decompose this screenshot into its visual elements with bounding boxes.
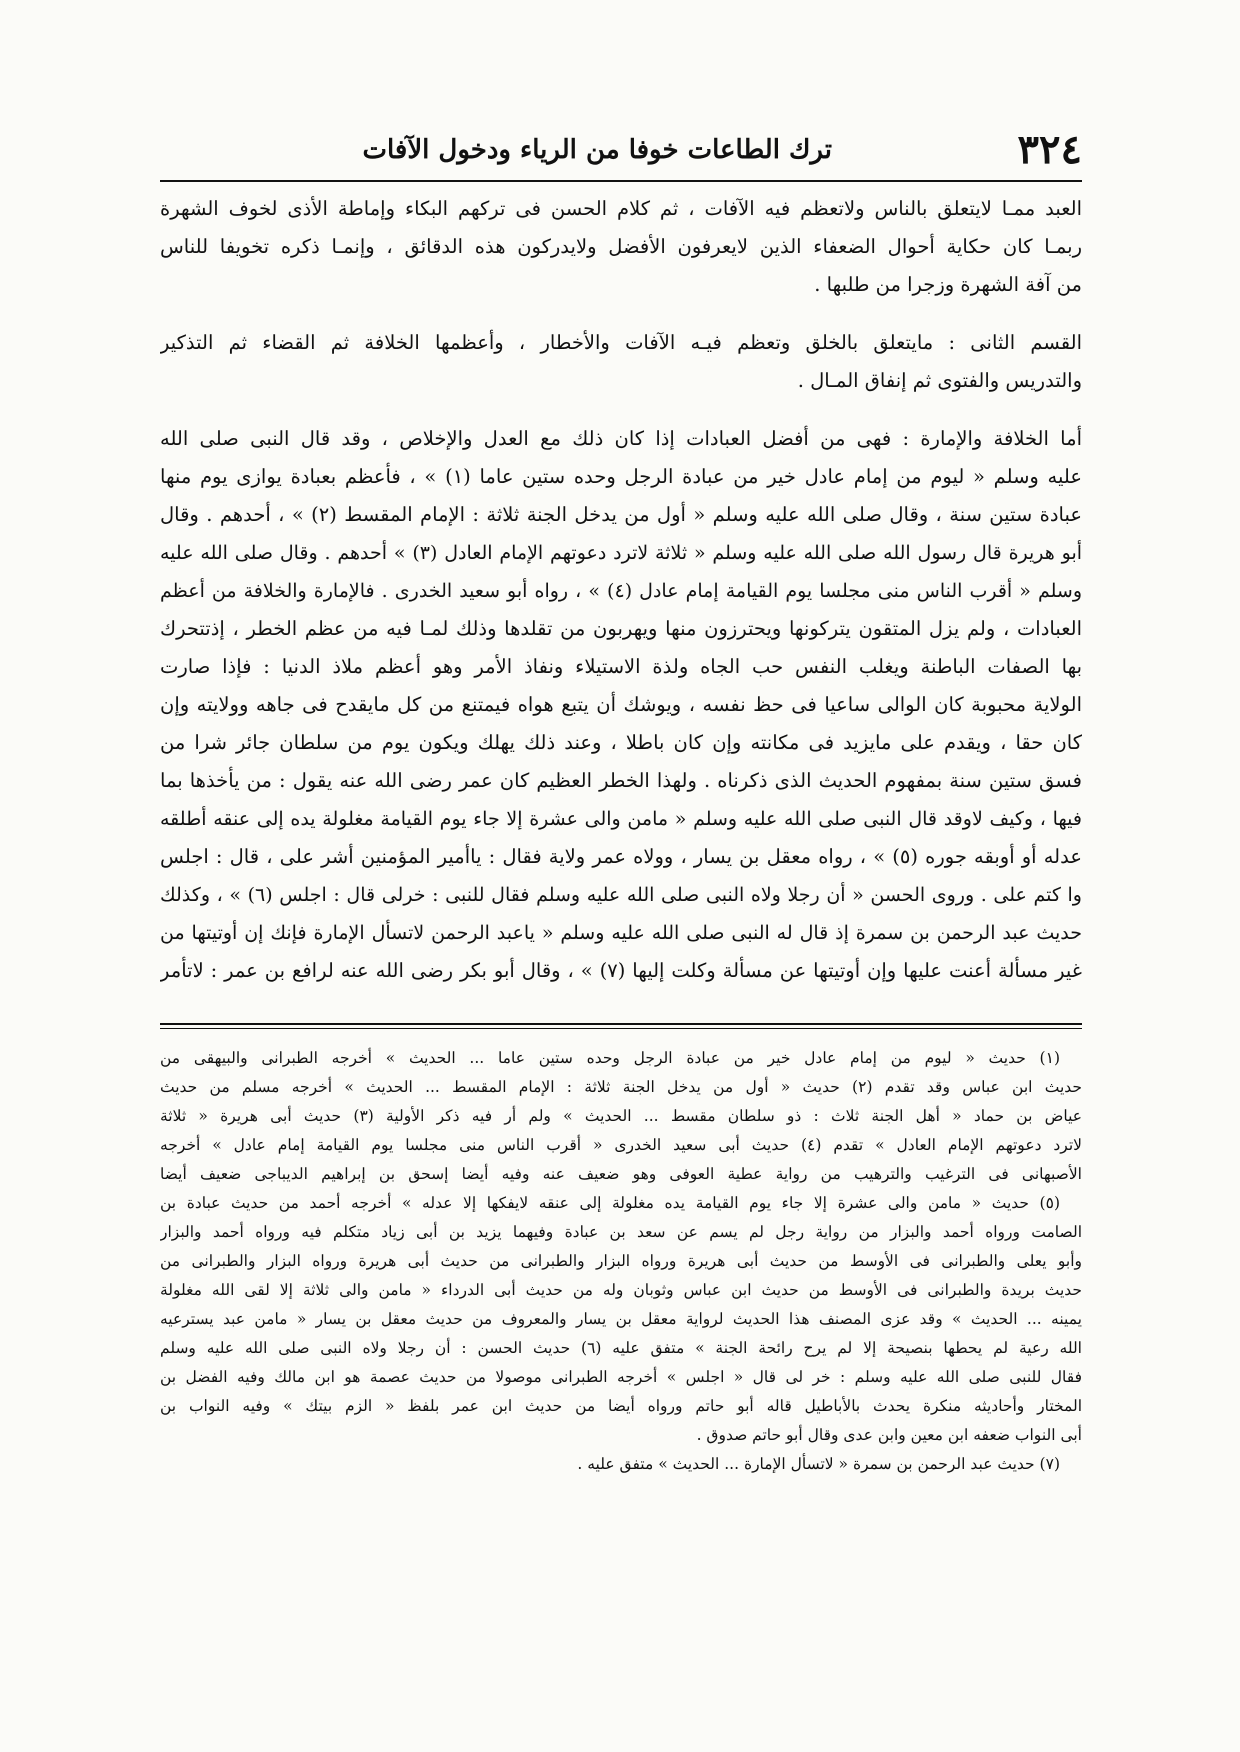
- footnote-line: يمينه ... الحديث » وقد عزى المصنف هذا الحديث لرواية معقل بن يسار والمعروف من حديث معقل بن يسار « مامن عبد يسترعيه: [160, 1310, 1082, 1328]
- footnote-line: (٧) حديث عبد الرحمن بن سمرة « لاتسأل الإمارة ... الحديث » متفق عليه .: [577, 1455, 1060, 1473]
- footnote-line: حديث بريدة والطبرانى فى الأوسط من حديث ابن عباس وثوبان وله من حديث أبى الدرداء « مامن والى ثلاثة إلا لقى الله مغلولة: [160, 1281, 1082, 1299]
- footnote-divider: [160, 1023, 1082, 1025]
- body-line: عبادة ستين سنة ، وقال صلى الله عليه وسلم « أول من يدخل الجنة ثلاثة : الإمام المقسط (٢) » ، أحدهم . وقال: [160, 503, 1082, 526]
- body-line: فيها ، وكيف لاوقد قال النبى صلى الله عليه وسلم « مامن والى عشرة إلا جاء يوم القيامة مغلولة يده إلى عنقه أطلقه: [160, 808, 1082, 830]
- footnote-line: عياض بن حماد « أهل الجنة ثلاث : ذو سلطان مقسط ... الحديث » ولم أر فيه ذكر الأولية (٣) حديث أبى هريرة « ثلاثة: [160, 1107, 1082, 1125]
- footnote-line: المختار وأحاديثه منكرة يحدث بالأباطيل قاله أبو حاتم ورواه أيضا من حديث ابن عمر بلفظ « الزم بيتك » وفيه النواب بن: [160, 1397, 1082, 1415]
- body-line: عدله أو أوبقه جوره (٥) » ، رواه معقل بن يسار ، وولاه عمر ولاية فقال : ياأمير المؤمنين أشر على ، قال : اجلس: [160, 845, 1082, 868]
- main-text: [160, 190, 1082, 990]
- footnote-line: الله رعية لم يحطها بنصيحة إلا لم يرح رائحة الجنة » متفق عليه (٦) حديث الحسن : أن رجلا ولاه النبى صلى الله عليه وسلم: [160, 1339, 1082, 1357]
- page-number: ٣٢٤: [1017, 126, 1082, 173]
- body-line: كان حقا ، ويقدم على مايزيد فى مكانته وإن كان باطلا ، وعند ذلك يهلك ويكون يوم من سلطان جائر شرا من: [160, 731, 1082, 754]
- footnote-line: فقال للنبى صلى الله عليه وسلم : خر لى قال « اجلس » أخرجه الطبرانى موصولا من حديث عصمة هو ابن مالك وفيه الفضل بن: [160, 1368, 1082, 1386]
- body-line: وا كتم على . وروى الحسن « أن رجلا ولاه النبى صلى الله عليه وسلم فقال للنبى : خرلى قال : اجلس (٦) » ، وكذلك: [160, 884, 1082, 906]
- running-title: ترك الطاعات خوفا من الرياء ودخول الآفات: [362, 135, 832, 165]
- body-line: العبادات ، ولم يزل المتقون يتركونها ويحترزون منها ويهربون من تقلدها وذلك لمـا فيه من عظم الخطر ، إذتتحرك: [160, 617, 1082, 640]
- footnote-line: أبى النواب ضعفه ابن معين وابن عدى وقال أبو حاتم صدوق .: [696, 1426, 1082, 1444]
- footnote-line: الأصبهانى فى الترغيب والترهيب من رواية عطية العوفى وهو ضعيف عنه وفيه أيضا إسحق بن إبراهيم الديباجى ضعيف أيضا: [160, 1165, 1082, 1183]
- footnote-line: الصامت ورواه أحمد والبزار من رواية رجل لم يسم عن سعد بن عبادة وفيهما يزيد بن أبى زياد متكلم فيه ورواه أحمد والبزار: [160, 1223, 1082, 1241]
- footnote-line: لاترد دعوتهم الإمام العادل » تقدم (٤) حديث أبى سعيد الخدرى « أقرب الناس منى مجلسا يوم القيامة إمام عادل » أخرجه: [160, 1136, 1082, 1154]
- body-line: والتدريس والفتوى ثم إنفاق المـال .: [797, 369, 1082, 392]
- body-line: بها الصفات الباطنة ويغلب النفس حب الجاه ولذة الاستيلاء ونفاذ الأمر وهو أعظم ملاذ الدنيا : فإذا صارت: [160, 655, 1082, 678]
- header-divider: [160, 180, 1082, 182]
- body-line: أبو هريرة قال رسول الله صلى الله عليه وسلم « ثلاثة لاترد دعوتهم الإمام العادل (٣) » أحدهم . وقال صلى الله عليه: [160, 542, 1082, 564]
- footnote-divider-thin: [160, 1028, 1082, 1029]
- footnote-line: (٥) حديث « مامن والى عشرة إلا جاء يوم القيامة يده مغلولة إلى عنقه لايفكها إلا عدله » أخرجه أحمد من حديث عبادة بن: [160, 1194, 1060, 1212]
- body-line: غير مسألة أعنت عليها وإن أوتيتها عن مسألة وكلت إليها (٧) » ، وقال أبو بكر رضى الله عنه لرافع بن عمر : لاتأمر: [160, 959, 1082, 982]
- footnotes: [160, 1044, 1082, 1479]
- footnote-line: وأبو يعلى والطبرانى فى الأوسط من حديث أبى هريرة ورواه البزار والطبرانى من حديث أبى هريرة ورواه البزار والطبرانى من: [160, 1252, 1082, 1270]
- body-line: حديث عبد الرحمن بن سمرة إذ قال له النبى صلى الله عليه وسلم « ياعبد الرحمن لاتسأل الإمارة فإنك إن أوتيتها من: [160, 922, 1082, 944]
- body-line: عليه وسلم « ليوم من إمام عادل خير من عبادة الرجل وحده ستين عاما (١) » ، فأعظم بعبادة يوازى يوم منها: [160, 465, 1082, 488]
- footnote-line: حديث ابن عباس وقد تقدم (٢) حديث « أول من يدخل الجنة ثلاثة : الإمام المقسط ... الحديث » أخرجه مسلم من حديث: [160, 1078, 1082, 1096]
- body-line: أما الخلافة والإمارة : فهى من أفضل العبادات إذا كان ذلك مع العدل والإخلاص ، وقد قال النبى صلى الله: [160, 427, 1082, 450]
- body-line: الولاية محبوبة كان الوالى ساعيا فى حظ نفسه ، ويوشك أن يتبع هواه فيمتنع من كل مايقدح فى جاهه وولايته وإن: [160, 693, 1082, 716]
- body-line: فسق ستين سنة بمفهوم الحديث الذى ذكرناه . ولهذا الخطر العظيم كان عمر رضى الله عنه يقول : من يأخذها بما: [160, 769, 1082, 792]
- body-line: من آفة الشهرة وزجرا من طلبها .: [814, 273, 1082, 296]
- body-line: العبد ممـا لايتعلق بالناس ولاتعظم فيه الآفات ، ثم كلام الحسن فى تركهم البكاء وإماطة الأذى لخوف الشهرة: [160, 197, 1082, 220]
- body-line: ربمـا كان حكاية أحوال الضعفاء الذين لايعرفون الأفضل ولايدركون هذه الدقائق ، وإنمـا ذكره تخويفا للناس: [160, 235, 1082, 258]
- body-line: القسم الثانى : مايتعلق بالخلق وتعظم فيـه الآفات والأخطار ، وأعظمها الخلافة ثم القضاء ثم التذكير: [160, 331, 1082, 354]
- page-header: [160, 122, 1082, 178]
- footnote-line: (١) حديث « ليوم من إمام عادل خير من عبادة الرجل وحده ستين عاما ... الحديث » أخرجه الطبرانى والبيهقى من: [160, 1049, 1060, 1067]
- body-line: وسلم « أقرب الناس منى مجلسا يوم القيامة إمام عادل (٤) » ، رواه أبو سعيد الخدرى . فالإمارة والخلافة من أعظم: [160, 580, 1082, 602]
